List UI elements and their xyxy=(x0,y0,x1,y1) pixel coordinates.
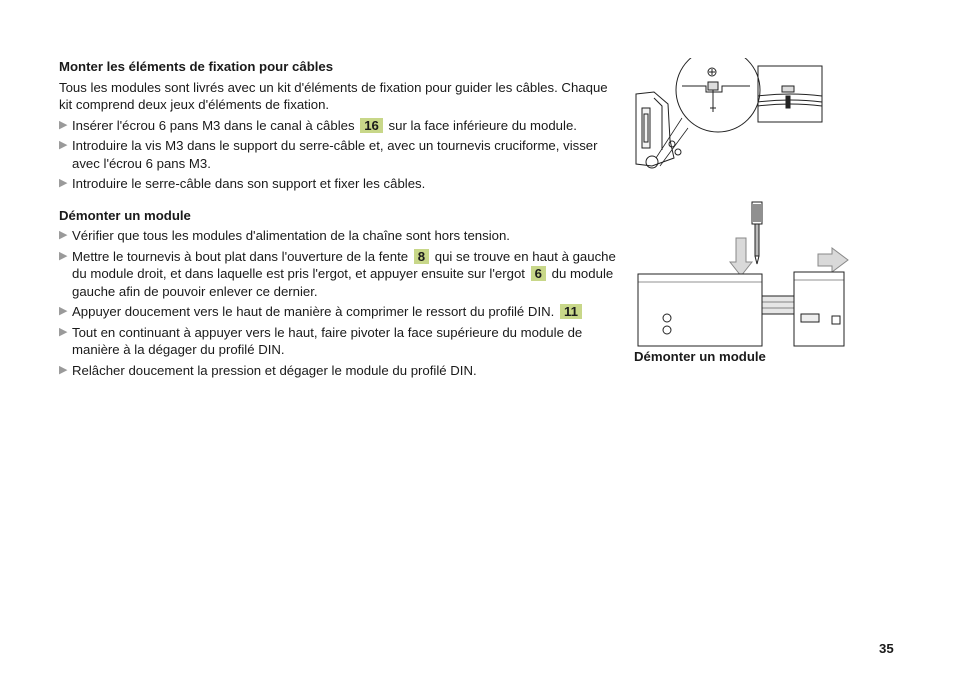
callout-badge: 8 xyxy=(414,249,429,264)
step: ▶ Vérifier que tous les modules d'alimentation de la chaîne sont hors tension. xyxy=(59,228,510,243)
page-number: 35 xyxy=(879,641,894,656)
callout-badge: 16 xyxy=(360,118,383,133)
bullet-arrow-icon: ▶ xyxy=(59,229,68,241)
bullet-arrow-icon: ▶ xyxy=(59,363,68,376)
bullet-arrow-icon: ▶ xyxy=(59,249,68,262)
remove-module-illustration xyxy=(636,198,852,350)
bullet-arrow-icon: ▶ xyxy=(59,118,68,131)
step: ▶ Introduire le serre-câble dans son support et fixer les câbles. xyxy=(59,176,426,191)
section-heading-cable-fixing: Monter les éléments de fixation pour câbles xyxy=(59,59,334,74)
step: ▶ Tout en continuant à appuyer vers le haut, faire pivoter la face supérieure du module de manière à la dégager du profilé DIN. xyxy=(59,324,583,357)
bullet-arrow-icon: ▶ xyxy=(59,305,68,317)
callout-badge: 11 xyxy=(560,304,582,319)
intro-paragraph: Tous les modules sont livrés avec un kit d'éléments de fixation pour guider les câbles. Chaque kit comprend deux jeux d'éléments de fixation. xyxy=(59,79,608,112)
step: ▶ Appuyer doucement vers le haut de manière à comprimer le ressort du profilé DIN. 11 xyxy=(59,303,619,321)
bullet-arrow-icon: ▶ xyxy=(59,325,68,338)
step: ▶ Mettre le tournevis à bout plat dans l'ouverture de la fente 8 qui se trouve en haut à gauche du module droit, et dans laquelle est pris l'ergot, et appuyer ensuite sur l'ergot 6 du module gauche afin de pouvoir enlever ce dernier. xyxy=(59,248,616,299)
callout-badge: 6 xyxy=(531,266,546,281)
step: ▶ Introduire la vis M3 dans le support du serre-câble et, avec un tournevis cruciforme, visser avec l'écrou 6 pans M3. xyxy=(59,138,598,171)
main-text-column xyxy=(59,58,619,379)
figure-caption: Démonter un module xyxy=(634,349,766,364)
bullet-arrow-icon: ▶ xyxy=(59,177,68,189)
section-heading-remove-module: Démonter un module xyxy=(59,207,191,223)
bullet-arrow-icon: ▶ xyxy=(59,139,68,151)
cable-fixing-illustration xyxy=(632,58,832,176)
step: ▶ Insérer l'écrou 6 pans M3 dans le canal à câbles 16 sur la face inférieure du module. xyxy=(59,117,577,133)
step: ▶ Relâcher doucement la pression et dégager le module du profilé DIN. xyxy=(59,362,477,378)
